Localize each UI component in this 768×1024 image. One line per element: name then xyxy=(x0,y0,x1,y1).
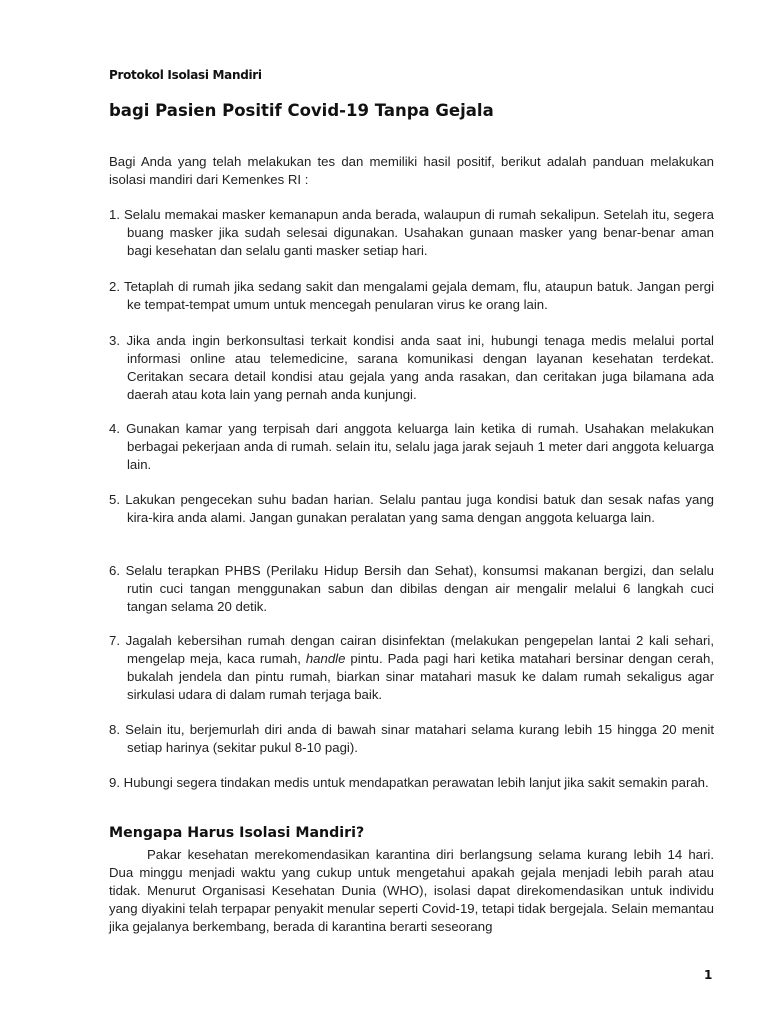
list-item: 6. Selalu terapkan PHBS (Perilaku Hidup Bersih dan Sehat), konsumsi makanan bergizi, dan selalu rutin cuci tangan menggunakan sabun dan dibilas dengan air mengalir melalui 6 langkah cuci tangan selama 20 detik. xyxy=(109,563,714,614)
page-number: 1 xyxy=(704,968,713,982)
list-item: 4. Gunakan kamar yang terpisah dari anggota keluarga lain ketika di rumah. Usahakan melakukan berbagai pekerjaan anda di rumah. selain itu, selalu jaga jarak sejauh 1 meter dari anggota keluarga lain. xyxy=(109,421,714,472)
list-item: 9. Hubungi segera tindakan medis untuk mendapatkan perawatan lebih lanjut jika sakit semakin parah. xyxy=(109,775,709,790)
section-paragraph: Pakar kesehatan merekomendasikan karantina diri berlangsung selama kurang lebih 14 hari. Dua minggu menjadi waktu yang cukup untuk mengetahui apakah gejala menjadi lebih parah atau tidak. Menurut Organisasi Kesehatan Dunia (WHO), isolasi dapat direkomendasikan untuk individu yang diyakini telah terpapar penyakit menular seperti Covid-19, tetapi tidak bergejala. Selain memantau jika gejalanya berkembang, berada di karantina berarti seseorang xyxy=(109,847,714,934)
document-header: Protokol Isolasi Mandiri xyxy=(109,68,262,82)
list-item: 1. Selalu memakai masker kemanapun anda berada, walaupun di rumah sekalipun. Setelah itu, segera buang masker jika sudah selesai digunakan. Usahakan gunaan masker yang benar-benar aman bagi kesehatan dan selalu ganti masker setiap hari. xyxy=(109,207,714,258)
list-item: 7. Jagalah kebersihan rumah dengan cairan disinfektan (melakukan pengepelan lantai 2 kali sehari, mengelap meja, kaca rumah, handle pintu. Pada pagi hari ketika matahari bersinar dengan cerah, bukalah jendela dan pintu rumah, biarkan sinar matahari masuk ke dalam rumah sekaligus agar sirkulasi udara di dalam rumah terjaga baik. xyxy=(109,633,714,702)
section-heading: Mengapa Harus Isolasi Mandiri? xyxy=(109,825,365,841)
list-item: 2. Tetaplah di rumah jika sedang sakit dan mengalami gejala demam, flu, ataupun batuk. Jangan pergi ke tempat-tempat umum untuk mencegah penularan virus ke orang lain. xyxy=(109,279,714,312)
intro-paragraph: Bagi Anda yang telah melakukan tes dan memiliki hasil positif, berikut adalah panduan melakukan isolasi mandiri dari Kemenkes RI : xyxy=(109,154,714,187)
list-item: 5. Lakukan pengecekan suhu badan harian. Selalu pantau juga kondisi batuk dan sesak nafas yang kira-kira anda alami. Jangan gunakan peralatan yang sama dengan anggota keluarga lain. xyxy=(109,492,714,525)
list-item: 3. Jika anda ingin berkonsultasi terkait kondisi anda saat ini, hubungi tenaga medis melalui portal informasi online atau telemedicine, sarana komunikasi dengan layanan kesehatan terdekat. Ceritakan secara detail kondisi atau gejala yang anda rasakan, dan ceritakan juga bilamana ada daerah atau kota lain yang pernah anda kunjungi. xyxy=(109,333,714,402)
document-title: bagi Pasien Positif Covid-19 Tanpa Gejala xyxy=(109,101,494,120)
list-item: 8. Selain itu, berjemurlah diri anda di bawah sinar matahari selama kurang lebih 15 hingga 20 menit setiap harinya (sekitar pukul 8-10 pagi). xyxy=(109,722,714,755)
